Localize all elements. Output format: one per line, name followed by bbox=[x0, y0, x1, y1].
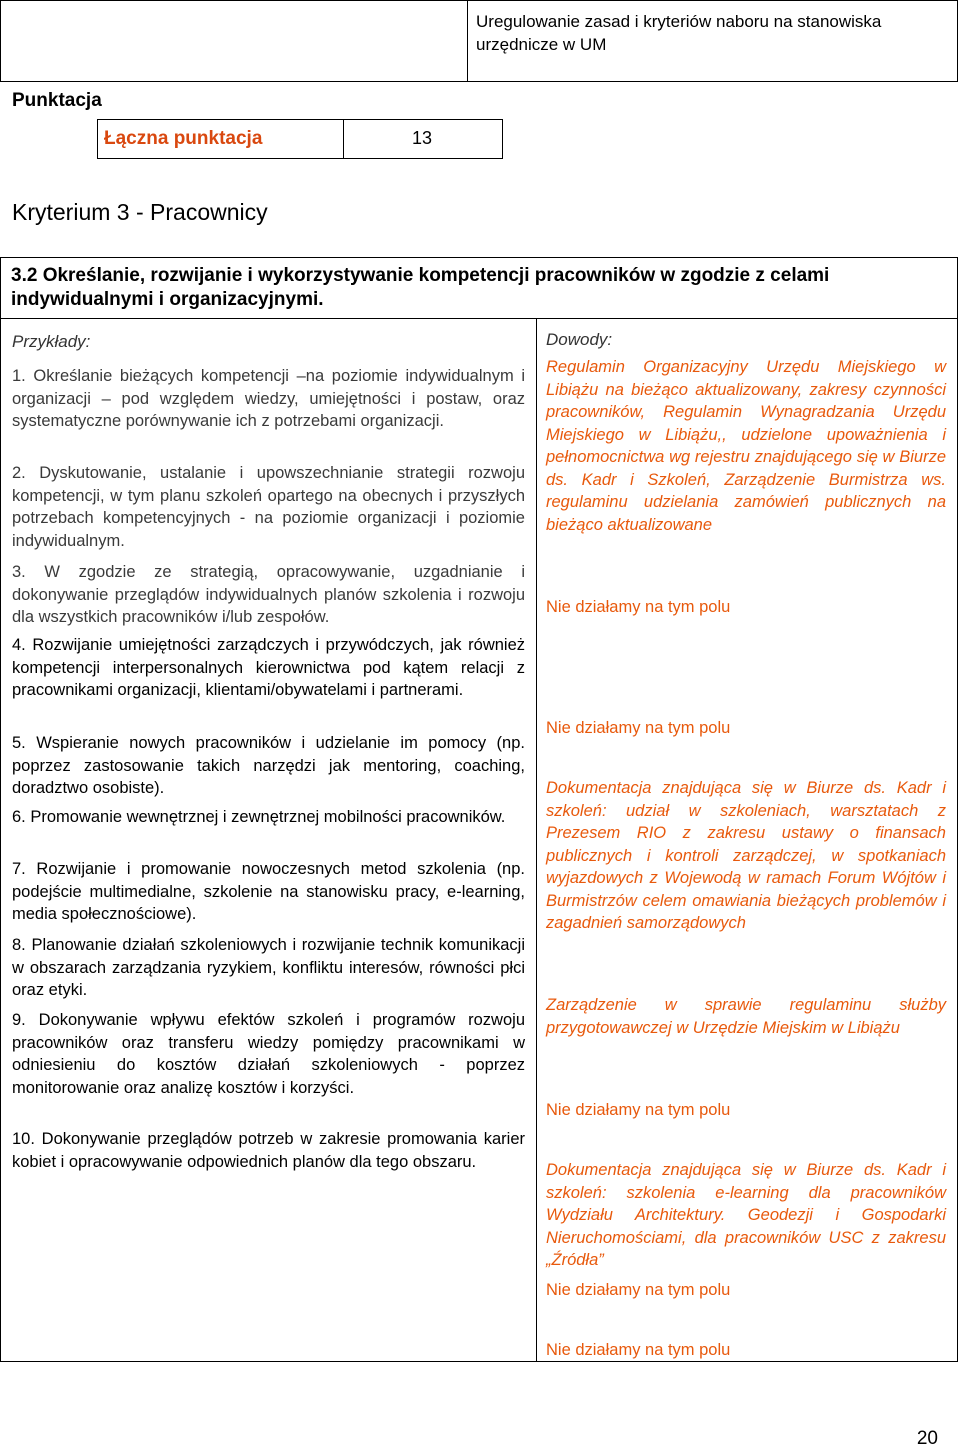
total-score-value: 13 bbox=[412, 128, 433, 148]
total-score-label: Łączna punktacja bbox=[98, 120, 344, 158]
table-divider-vertical bbox=[536, 318, 537, 1362]
evidence-item: Dokumentacja znajdująca się w Biurze ds. Kadr i szkoleń: udział w szkoleniach, warsztatach z Prezesem RIO z zakresu ustawy o finansach publicznych i kontroli zarządczej, w spotkaniach wyjazdowych z Wojewodą w ramach Forum Wójtów i Burmistrzów celem omawiania bieżących problemów i zagadnień samorządowych bbox=[546, 779, 946, 932]
evidence-item: Zarządzenie w sprawie regulaminu służby przygotowawczej w Urzędzie Miejskim w Libiążu bbox=[546, 996, 946, 1037]
example-item: 8. Planowanie działań szkoleniowych i rozwijanie technik komunikacji w obszarach zarządzania ryzykiem, konfliktu interesów, równości płci oraz etyki. bbox=[12, 936, 525, 999]
evidence-item: Regulamin Organizacyjny Urzędu Miejskiego w Libiążu na bieżąco aktualizowany, zakresy czynności pracowników, Regulamin Wynagradzania Urzędu Miejskiego w Libiążu,, udzielone upoważnienia i pełnomocnictwa wg rejestru znajdującego się w Biurze ds. Kadr i Szkoleń, Zarządzenie Burmistrza ws. regulaminu udzielania zamówień publicznych na bieżąco aktualizowane bbox=[546, 358, 946, 534]
example-item: 3. W zgodzie ze strategią, opracowywanie, uzgadnianie i dokonywanie przeglądów indywidualnych planów szkolenia i rozwoju dla wszystkich pracowników i/lub zespołów. bbox=[12, 563, 525, 626]
evidence-item: Nie działamy na tym polu bbox=[546, 1281, 731, 1299]
score-table bbox=[97, 119, 503, 159]
evidence-item: Nie działamy na tym polu bbox=[546, 1101, 731, 1119]
criterion-heading: Kryterium 3 - Pracownicy bbox=[12, 199, 268, 225]
page-number: 20 bbox=[916, 1428, 938, 1449]
examples-label: Przykłady: bbox=[12, 332, 91, 351]
example-item: 10. Dokonywanie przeglądów potrzeb w zakresie promowania karier kobiet i opracowywanie odpowiednich planów dla tego obszaru. bbox=[12, 1130, 525, 1171]
evidence-item: Nie działamy na tym polu bbox=[546, 598, 731, 616]
example-item: 1. Określanie bieżących kompetencji –na poziomie indywidualnym i organizacji – pod względem wiedzy, umiejętności i postaw, oraz systematyczne porównywanie ich z potrzebami organizacji. bbox=[12, 367, 525, 430]
evidence-item: Dokumentacja znajdująca się w Biurze ds. Kadr i szkoleń: szkolenia e-learning dla pracowników Wydziału Architektury. Geodezji i Gospodarki Nieruchomościami, dla pracowników USC z zakresu „Źródła” bbox=[546, 1161, 946, 1269]
example-item: 6. Promowanie wewnętrznej i zewnętrznej mobilności pracowników. bbox=[12, 808, 506, 826]
example-item: 2. Dyskutowanie, ustalanie i upowszechnianie strategii rozwoju kompetencji, w tym planu szkoleń opartego na obecnych i przyszłych potrzebach kompetencyjnych - na poziomie organizacji i poziomie indywidualnym. bbox=[12, 464, 525, 550]
example-item: 4. Rozwijanie umiejętności zarządczych i przywódczych, jak również kompetencji interpersonalnych kierownictwa pod kątem relacji z pracownikami organizacji, klientami/obywatelami i partnerami. bbox=[12, 636, 525, 699]
evidence-item: Nie działamy na tym polu bbox=[546, 719, 731, 737]
header-title: Uregulowanie zasad i kryteriów naboru na stanowiska urzędnicze w UM bbox=[476, 12, 882, 54]
punktacja-heading: Punktacja bbox=[12, 90, 102, 111]
table-divider-horizontal bbox=[0, 318, 958, 319]
example-item: 7. Rozwijanie i promowanie nowoczesnych metod szkolenia (np. podejście multimedialne, szkolenie na stanowisku pracy, e-learning, media społecznościowe). bbox=[12, 860, 525, 923]
header-logo-cell bbox=[1, 1, 468, 81]
example-item: 9. Dokonywanie wpływu efektów szkoleń i programów rozwoju pracowników oraz transferu wiedzy pomiędzy pracownikami w odniesieniu do kosztów działań szkoleniowych - poprzez monitorowanie oraz analizę kosztów i korzyści. bbox=[12, 1011, 525, 1097]
example-item: 5. Wspieranie nowych pracowników i udzielanie im pomocy (np. poprzez zastosowanie takich narzędzi jak mentoring, coaching, doradztwo osobiste). bbox=[12, 734, 525, 797]
evidence-item: Nie działamy na tym polu bbox=[546, 1341, 731, 1359]
evidence-label: Dowody: bbox=[546, 330, 613, 349]
criteria-subheading: 3.2 Określanie, rozwijanie i wykorzystywanie kompetencji pracowników w zgodzie z celami indywidualnymi i organizacyjnymi. bbox=[11, 265, 830, 310]
